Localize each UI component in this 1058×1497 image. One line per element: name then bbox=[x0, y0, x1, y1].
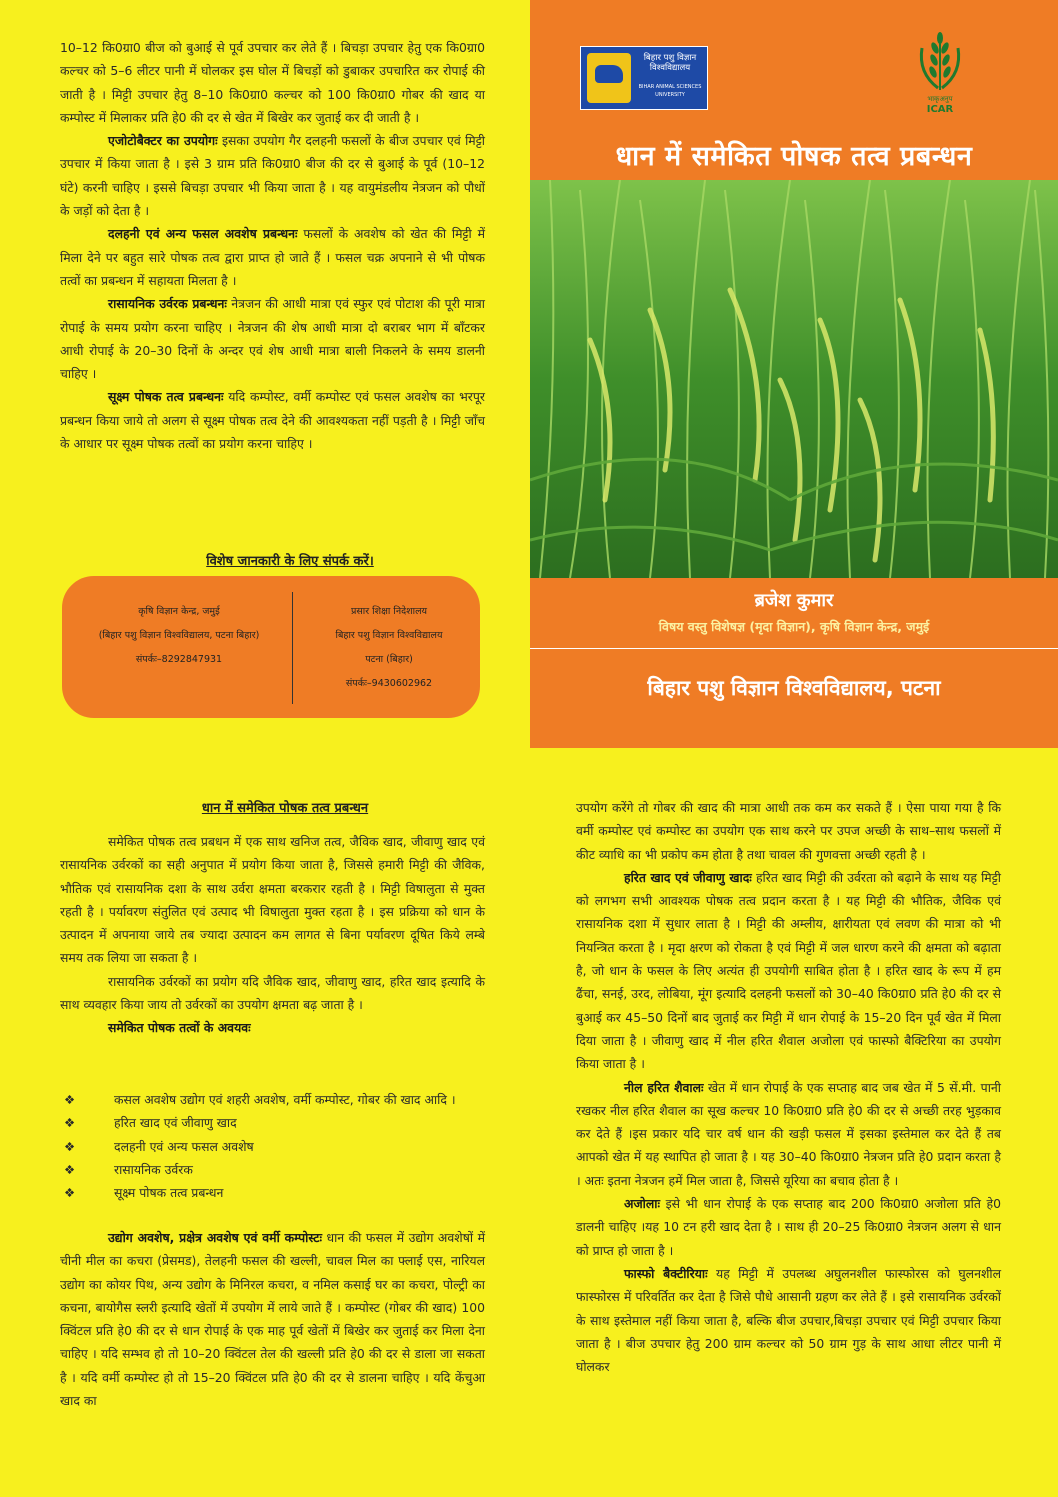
para-chemical-use: रासायनिक उर्वरकों का प्रयोग यदि जैविक खाद, जीवाणु खाद, हरित खाद इत्यादि के साथ व्यवहार किया जाय तो उर्वरकों का उपयोग क्षमता बढ़ जाता है । bbox=[60, 973, 485, 1013]
contact-title: विशेष जानकारी के लिए संपर्क करें। bbox=[206, 554, 374, 569]
cow-seal-icon bbox=[587, 53, 631, 103]
list-item: ❖ हरित खाद एवं जीवाणु खाद bbox=[60, 1111, 490, 1134]
list-item: ❖ दलहनी एवं अन्य फसल अवशेष bbox=[60, 1135, 490, 1158]
para-chemical-fertilizer: रासायनिक उर्वरक प्रबन्धनः नेत्रजन की आधी मात्रा एवं स्फुर एवं पोटाश की पूरी मात्रा रोपाई के समय प्रयोग करना चाहिए । नेत्रजन की शेष आधी मात्रा दो बराबर भाग में बाँटकर आधी रोपाई के 20–30 दिनों के अन्दर एवं शेष आधी मात्रा बाली निकलने के समय डालनी चाहिए । bbox=[60, 296, 485, 382]
components-list bbox=[60, 1088, 490, 1204]
bvu-logo-english: BIHAR ANIMAL SCIENCES UNIVERSITY bbox=[638, 84, 702, 98]
para-vermicompost-cont: उपयोग करेंगे तो गोबर की खाद की मात्रा आधी तक कम कर सकते हैं । ऐसा पाया गया है कि वर्मी कम्पोस्ट एवं कम्पोस्ट का उपयोग एक साथ करने पर उपज अच्छी के साथ–साथ फसलों में कीट व्याधि का भी प्रकोप कम होता है तथा चावल की गुणवत्ता अच्छी रहती है । bbox=[576, 800, 1001, 862]
university-name: बिहार पशु विज्ञान विश्वविद्यालय, पटना bbox=[647, 676, 941, 700]
wheat-icon bbox=[910, 28, 970, 118]
contact-divider bbox=[292, 592, 293, 704]
rice-field-photo bbox=[530, 180, 1058, 578]
contact-right-line: प्रसार शिक्षा निदेशालय bbox=[350, 606, 428, 617]
para-definition: समेकित पोषक तत्व प्रबधन में एक साथ खनिज तत्व, जैविक खाद, जीवाणु खाद एवं रासायनिक उर्वरकों का सही अनुपात में प्रयोग किया जाता है, जिससे हमारी मिट्टी की जैविक, भौतिक एवं रासायनिक दशा के साथ उर्वरा क्षमता बरकरार रहती है । मिट्टी विषालुता से मुक्त रहती है । पर्यावरण संतुलित एवं उत्पाद भी विषालुता मुक्त रहता है । इस प्रक्रिया को धान के उत्पादन में अपनाया जाये तब ज्यादा उत्पादन कम लागत से बिना पर्यावरण दूषित किये लम्बे समय तक लिया जा सकता है । bbox=[60, 834, 485, 966]
contact-left bbox=[68, 600, 290, 672]
contact-right-line: पटना (बिहार) bbox=[365, 654, 413, 665]
cover-divider bbox=[530, 648, 1058, 649]
contact-left-line: कृषि विज्ञान केन्द्र, जमुई bbox=[138, 606, 220, 617]
para-intro: 10–12 कि0ग्रा0 बीज को बुआई से पूर्व उपचार कर लेते हैं । बिचड़ा उपचार हेतु एक कि0ग्रा0 कल्चर को 5–6 लीटर पानी में घोलकर इस घोल में बिचड़ों को डुबाकर उपचारित कर रोपाई की जाती है । मिट्टी उपचार हेतु 8–10 कि0ग्रा0 कल्चर को 100 कि0ग्रा0 गोबर की खाद या कम्पोस्ट में मिलाकर प्रति हे0 की दर से खेत में बिखेर कर जुताई कर दी जाती है । bbox=[60, 40, 485, 125]
left-top-column bbox=[60, 36, 485, 455]
contact-right-phone[interactable]: संपर्कः–9430602962 bbox=[345, 678, 433, 689]
components-subheading: समेकित पोषक तत्वों के अवयवः bbox=[108, 1020, 251, 1036]
diamond-bullet-icon: ❖ bbox=[64, 1185, 76, 1201]
cover-title: धान में समेकित पोषक तत्व प्रबन्धन bbox=[615, 141, 973, 172]
contact-box bbox=[60, 574, 482, 720]
section-heading: धान में समेकित पोषक तत्व प्रबन्धन bbox=[201, 801, 369, 816]
bvu-logo bbox=[580, 46, 708, 110]
contact-left-line: (बिहार पशु विज्ञान विश्वविद्यालय, पटना बिहार) bbox=[98, 630, 260, 641]
list-item: ❖ रासायनिक उर्वरक bbox=[60, 1158, 490, 1181]
para-green-manure: हरित खाद एवं जीवाणु खादः हरित खाद मिट्टी की उर्वरता को बढ़ाने के साथ यह मिट्टी को लगभग सभी आवश्यक पोषक तत्व प्रदान करता है । यह मिट्टी की भौतिक, जैविक एवं रासायनिक दशा में सुधार लाता है । मिट्टी की अम्लीय, क्षारीयता एवं लवण की मात्रा को भी नियन्त्रित करता है । मृदा क्षरण को रोकता है एवं मिट्टी में जल धारण करने की क्षमता को बढ़ाता है, जो धान के फसल के लिए अत्यंत ही उपयोगी साबित होता है । हरित खाद के रूप में हम ढैंचा, सनई, उरद, लोबिया, मूंग इत्यादि दलहनी फसलों को 30–40 कि0ग्रा0 प्रति हे0 की दर से बुआई कर 45–50 दिनों बाद जुताई कर मिट्टी में धान रोपाई के 15–20 दिन पूर्व खेत में मिला दिया जाता है । जीवाणु खाद में नील हरित शैवाल अजोला एवं फास्फो बैक्टिरिया का उपयोग किया जाता है । bbox=[576, 869, 1001, 1072]
contact-left-phone[interactable]: संपर्कः–8292847931 bbox=[135, 654, 223, 665]
para-azolla: अजोलाः इसे भी धान रोपाई के एक सप्ताह बाद 200 कि0ग्रा0 अजोला प्रति हे0 डालनी चाहिए ।यह 10 टन हरी खाद देता है । साथ ही 20–25 कि0ग्रा0 नेत्रजन अलग से धान को प्राप्त हो जाता है । bbox=[576, 1196, 1001, 1258]
bottom-right-column bbox=[576, 796, 1001, 1378]
diamond-bullet-icon: ❖ bbox=[64, 1092, 76, 1107]
para-azotobacter: एजोटोबैक्टर का उपयोगः इसका उपयोग गैर दलहनी फसलों के बीज उपचार एवं मिट्टी उपचार में किया जाता है । इसे 3 ग्राम प्रति कि0ग्रा0 बीज की दर से बुआई के पूर्व (10–12 घंटे) करनी चाहिए । इससे बिचड़ा उपचार भी किया जाता है । यह वायुमंडलीय नेत्रजन को पौधों के जड़ों को देता है । bbox=[60, 133, 485, 219]
para-industry-waste: उद्योग अवशेष, प्रक्षेत्र अवशेष एवं वर्मी कम्पोस्टः धान की फसल में उद्योग अवशेषों में चीनी मील का कचरा (प्रेसमड), तेलहनी फसल की खल्ली, चावल मिल का फ्लाई एस, नारियल उद्योग का कोयर पिथ, अन्य उद्योग के मिनिरल कचरा, व नमिल कसाई घर का कचरा, पोल्ट्री का कचना, बायोगैस स्लरी इत्यादि खेतों में उपयोग में लाये जाते हैं । कम्पोस्ट (गोबर की खाद) 100 क्विंटल प्रति हे0 की दर से धान रोपाई के एक माह पूर्व खेतों में बिखेर कर जुताई कर मिला देना चाहिए । यदि सम्भव हो तो 10–20 क्विंटल तेल की खल्ली प्रति हे0 की दर से डाला जा सकता है । यदि वर्मी कम्पोस्ट हो तो 15–20 क्विंटल प्रति हे0 की दर से डालना चाहिए । यदि केंचुआ खाद का bbox=[60, 1230, 485, 1409]
diamond-bullet-icon: ❖ bbox=[64, 1115, 76, 1131]
diamond-bullet-icon: ❖ bbox=[64, 1161, 76, 1177]
bottom-left-intro bbox=[60, 830, 485, 1040]
diamond-bullet-icon: ❖ bbox=[64, 1138, 76, 1154]
author-name: ब्रजेश कुमार bbox=[754, 590, 834, 611]
icar-logo bbox=[910, 28, 970, 118]
para-phospho-bacteria: फास्फो बैक्टीरियाः यह मिट्टी में उपलब्ध अघुलनशील फास्फोरस को घुलनशील फास्फोरस में परिवर्तित कर देता है जिसे पौधे आसानी ग्रहण कर लेते हैं । इसे रासायनिक उर्वरकों के साथ इस्तेमाल नहीं किया जाता है, बल्कि बीज उपचार,बिचड़ा उपचार एवं मिट्टी उपचार किया जाता है । बीज उपचार हेतु 200 ग्राम कल्चर को 50 ग्राम गुड़ के साथ आधा लीटर पानी में घोलकर bbox=[576, 1265, 1001, 1375]
bvu-logo-hindi: बिहार पशु विज्ञान विश्वविद्यालय bbox=[643, 53, 697, 73]
bottom-left-industry bbox=[60, 1226, 485, 1412]
icar-logo-text: ICAR bbox=[926, 104, 954, 115]
list-item: ❖ कसल अवशेष उद्योग एवं शहरी अवशेष, वर्मी कम्पोस्ट, गोबर की खाद आदि । bbox=[60, 1088, 490, 1111]
para-crop-residue: दलहनी एवं अन्य फसल अवशेष प्रबन्धनः फसलों के अवशेष को खेत की मिट्टी में मिला देने पर बहुत सारे पोषक तत्व द्वारा प्राप्त हो जाते हैं । फसल चक्र अपनाने से भी पोषक तत्वों का प्रबन्धन में सहायता मिलता है । bbox=[60, 226, 486, 288]
author-role: विषय वस्तु विशेषज्ञ (मृदा विज्ञान), कृषि विज्ञान केन्द्र, जमुई bbox=[658, 619, 930, 634]
icar-logo-hindi: भाकृअनुप bbox=[927, 95, 953, 103]
contact-right-line: बिहार पशु विज्ञान विश्वविद्यालय bbox=[335, 630, 443, 641]
list-item: ❖ सूक्ष्म पोषक तत्व प्रबन्धन bbox=[60, 1181, 490, 1204]
para-micronutrient: सूक्ष्म पोषक तत्व प्रबन्धनः यदि कम्पोस्ट, वर्मी कम्पोस्ट एवं फसल अवशेष का भरपूर प्रबन्धन किया जाये तो अलग से सूक्ष्म पोषक तत्व देने की आवश्यकता नहीं पड़ती है । मिट्टी जाँच के आधार पर सूक्ष्म पोषक तत्वों का प्रयोग करना चाहिए । bbox=[60, 389, 485, 452]
para-bga: नील हरित शैवालः खेत में धान रोपाई के एक सप्ताह बाद जब खेत में 5 सें.मी. पानी रखकर नील हरित शैवाल का सूख कल्चर 10 कि0ग्रा0 प्रति हे0 की दर से अच्छी तरह भुड़काव कर देते हैं ।इस प्रकार यदि चार वर्ष धान की खड़ी फसल में इसका इस्तेमाल कर देते हैं तब आपको खेत में यह स्थापित हो जाता है । यह 30–40 कि0ग्रा0 नेत्रजन प्रति हे0 प्रदान करता है । अतः इतना नेत्रजन हमें मिल जाता है, जिससे यूरिया का बचाव होता है । bbox=[576, 1079, 1001, 1188]
contact-right bbox=[296, 600, 482, 696]
